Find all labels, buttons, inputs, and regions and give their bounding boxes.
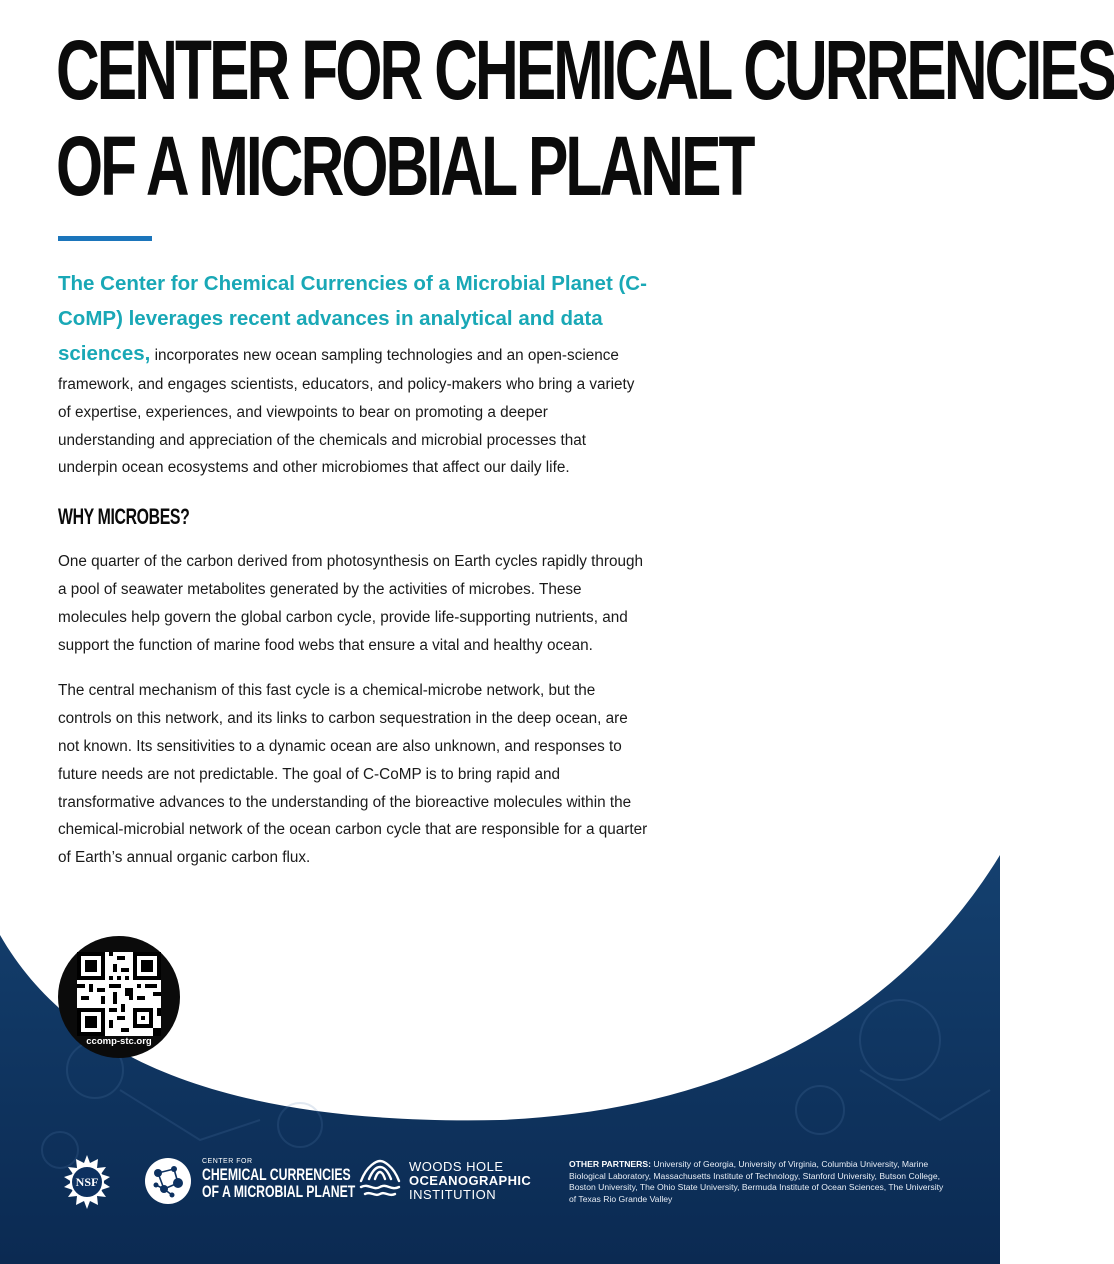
partners-label: OTHER PARTNERS:: [569, 1159, 651, 1169]
section-heading: WHY MICROBES?: [58, 504, 190, 530]
whoi-logo-line1: WOODS HOLE: [409, 1159, 504, 1174]
nsf-logo-text: NSF: [75, 1175, 99, 1189]
partners-list: University of Georgia, University of Virginia, Columbia University, Marine Biological Laboratory, Massachusetts Institute of Technology, Stanford University, Butson College, Boston University, The Ohio State University, Bermuda Institute of Ocean Sciences, The University of Texas Rio Grande Valley: [569, 1159, 944, 1204]
title-divider: [58, 236, 152, 241]
footer: [0, 1145, 1000, 1264]
qr-url[interactable]: ccomp-stc.org: [86, 1036, 152, 1047]
body-paragraph-2: The central mechanism of this fast cycle is a chemical-microbe network, but the controls on this network, and its links to carbon sequestration in the deep ocean, are not known. Its sensitivities to a dynamic ocean are also unknown, and responses to future needs are not predictable. The goal of C-CoMP is to bring rapid and transformative advances to the understanding of the bioreactive molecules within the chemical-microbial network of the ocean carbon cycle that are responsible for a quarter of Earth’s annual organic carbon flux.: [58, 682, 648, 867]
intro-paragraph: [58, 266, 648, 482]
ccomp-logo: [144, 1157, 356, 1207]
nsf-logo-icon: [60, 1155, 114, 1209]
whoi-logo-line3: INSTITUTION: [409, 1187, 497, 1202]
whoi-logo-line2: OCEANOGRAPHIC: [409, 1173, 532, 1188]
ccomp-logo-small: CENTER FOR: [202, 1158, 253, 1165]
intro-rest: incorporates new ocean sampling technologies and an open-science framework, and engages scientists, educators, and policy-makers who bring a variety of expertise, experiences, and viewpoints to bear on promoting a deeper understanding and appreciation of the chemicals and microbial processes that underpin ocean ecosystems and other microbiomes that affect our daily life.: [58, 347, 635, 477]
whoi-logo: [357, 1157, 552, 1207]
intro-lead: The Center for Chemical Currencies of a Microbial Planet (C-CoMP) leverages recent advances in analytical and data sciences,: [58, 272, 647, 365]
qr-pattern: [77, 952, 161, 1036]
ccomp-logo-line2: OF A MICROBIAL PLANET: [202, 1182, 356, 1201]
whoi-logo-text: [409, 1160, 531, 1202]
title-line-2: OF A MICROBIAL PLANET: [56, 119, 753, 213]
ccomp-logo-line1: CHEMICAL CURRENCIES: [202, 1165, 351, 1184]
main-content: [58, 266, 648, 890]
body-paragraph-1: One quarter of the carbon derived from photosynthesis on Earth cycles rapidly through a pool of seawater metabolites generated by the activities of microbes. These molecules help govern the global carbon cycle, provide life-supporting nutrients, and support the function of marine food webs that ensure a vital and healthy ocean.: [58, 553, 644, 654]
qr-code-icon[interactable]: [77, 952, 161, 1036]
ccomp-network-icon: [144, 1157, 192, 1205]
qr-badge[interactable]: [58, 936, 180, 1058]
other-partners: [569, 1159, 949, 1205]
whoi-wave-icon: [357, 1157, 403, 1203]
page-title: [56, 22, 1114, 214]
title-line-1: CENTER FOR CHEMICAL CURRENCIES: [56, 23, 1114, 117]
